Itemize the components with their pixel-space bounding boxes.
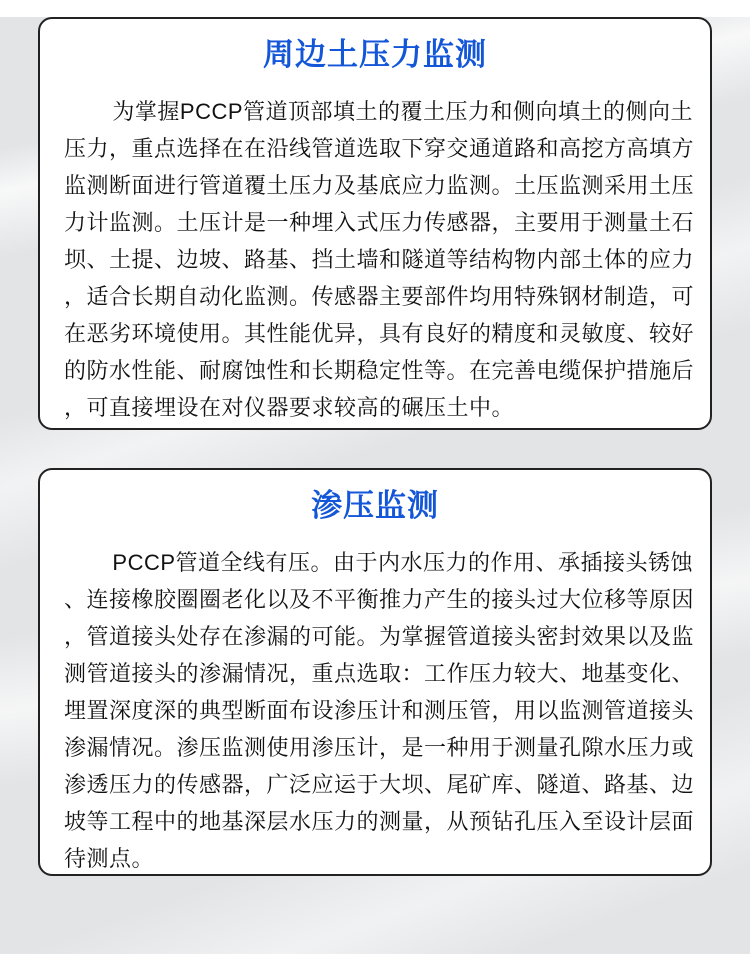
text-line: 、连接橡胶圈圈老化以及不平衡推力产生的接头过大位移等原因 <box>64 587 695 612</box>
card-soil-pressure-monitoring <box>38 17 712 430</box>
text-line: 压力，重点选择在在沿线管道选取下穿交通道路和高挖方高填方 <box>64 136 695 161</box>
text-line: 坡等工程中的地基深层水压力的测量，从预钻孔压入至设计层面 <box>64 809 695 834</box>
text-line: ，可直接埋设在对仪器要求较高的碾压土中。 <box>64 395 515 420</box>
card-body-seepage-pressure <box>64 544 695 876</box>
text-line: 渗透压力的传感器，广泛应运于大坝、尾矿库、隧道、路基、边 <box>64 772 695 797</box>
text-line: 渗漏情况。渗压监测使用渗压计，是一种用于测量孔隙水压力或 <box>64 735 695 760</box>
text-line: ，适合长期自动化监测。传感器主要部件均用特殊钢材制造，可 <box>64 284 695 309</box>
text-line: 的防水性能、耐腐蚀性和长期稳定性等。在完善电缆保护措施后 <box>64 358 695 383</box>
text-line: 在恶劣环境使用。其性能优异，具有良好的精度和灵敏度、较好 <box>64 321 695 346</box>
card-seepage-pressure-monitoring <box>38 468 712 876</box>
text-line: 为掌握PCCP管道顶部填土的覆土压力和侧向填土的侧向土 <box>112 99 694 124</box>
text-line: 监测断面进行管道覆土压力及基底应力监测。土压监测采用土压 <box>64 173 695 198</box>
text-line: PCCP管道全线有压。由于内水压力的作用、承插接头锈蚀 <box>112 550 694 575</box>
text-line: 力计监测。土压计是一种埋入式压力传感器，主要用于测量土石 <box>64 210 695 235</box>
text-line: 测管道接头的渗漏情况，重点选取：工作压力较大、地基变化、 <box>64 661 695 686</box>
card-title-seepage-pressure: 渗压监测 <box>311 488 439 523</box>
text-line: ，管道接头处存在渗漏的可能。为掌握管道接头密封效果以及监 <box>64 624 695 649</box>
card-title-soil-pressure: 周边土压力监测 <box>263 37 487 72</box>
page-background <box>0 17 750 954</box>
text-line: 坝、土提、边坡、路基、挡土墙和隧道等结构物内部土体的应力 <box>64 247 695 272</box>
card-body-soil-pressure <box>64 93 695 426</box>
text-line: 埋置深度深的典型断面布设渗压计和测压管，用以监测管道接头 <box>64 698 695 723</box>
text-line: 待测点。 <box>64 846 155 871</box>
